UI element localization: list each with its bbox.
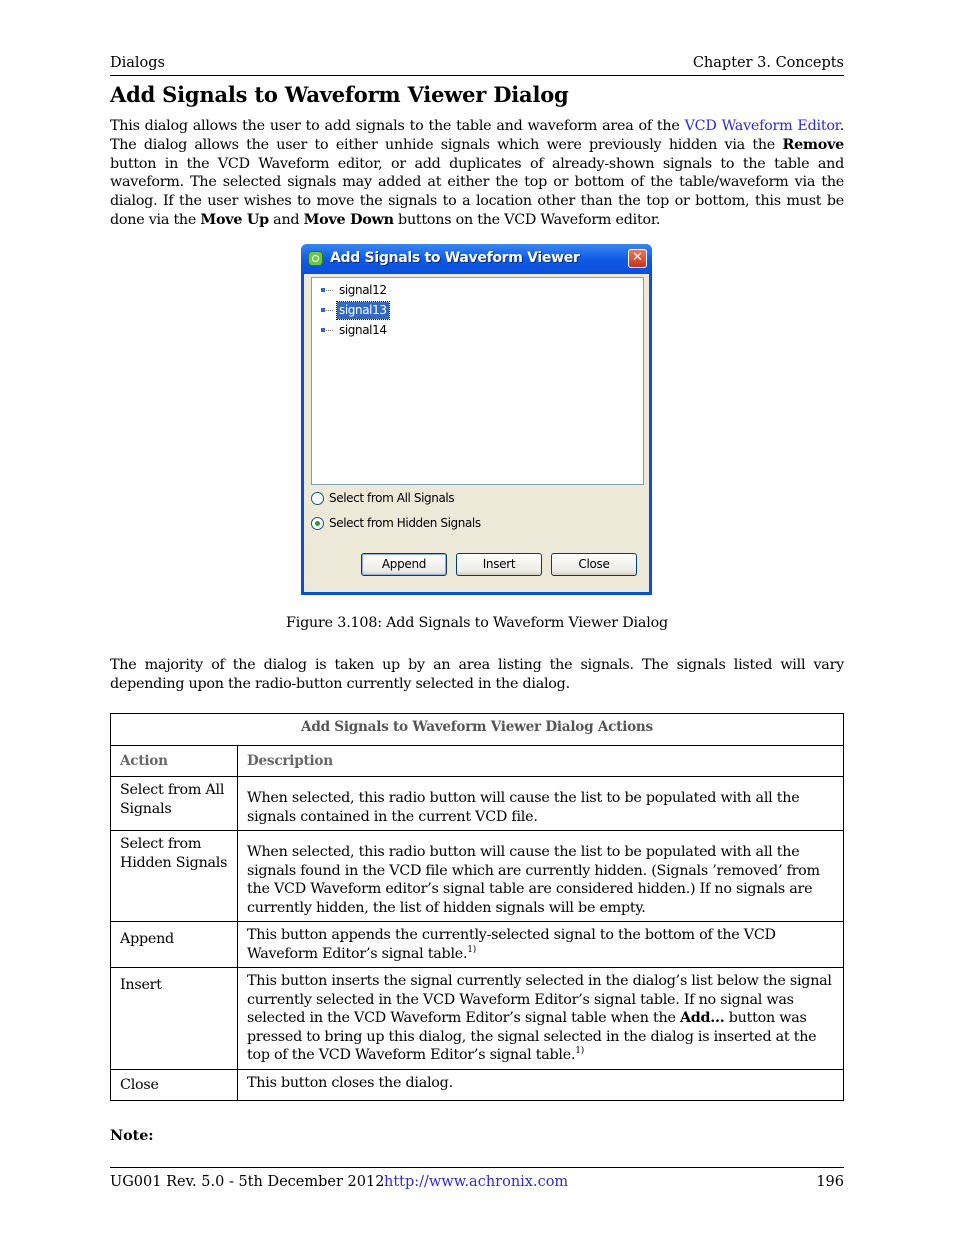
description-cell	[238, 968, 844, 1070]
table-row	[111, 1069, 844, 1101]
action-cell: Close	[111, 1069, 238, 1101]
action-cell: Append	[111, 922, 238, 968]
append-button[interactable]: Append	[361, 553, 447, 576]
signal-label: signal13	[339, 303, 387, 317]
table-row	[111, 968, 844, 1070]
move-down-term: Move Down	[303, 211, 394, 228]
remove-term: Remove	[782, 136, 844, 153]
table-row	[111, 831, 844, 922]
dialog-titlebar	[301, 244, 652, 274]
radio-hidden-label: Select from Hidden Signals	[329, 516, 481, 530]
description-text: This button inserts the signal currently selected in the dialog’s list below the signal currently selected in the VCD Waveform Editor’s signal table. If no signal was selected in the VCD Waveform Editor’s signal table when the	[247, 973, 832, 1026]
intro-paragraph	[110, 117, 844, 230]
signal-node-icon	[321, 328, 325, 332]
header-section: Dialogs	[110, 55, 165, 71]
app-icon	[308, 251, 323, 266]
signal-label: signal14	[339, 323, 387, 337]
action-cell: Insert	[111, 968, 238, 1070]
vcd-waveform-editor-link[interactable]: VCD Waveform Editor	[684, 118, 840, 134]
radio-all-label: Select from All Signals	[329, 491, 455, 505]
insert-button[interactable]: Insert	[456, 553, 542, 576]
close-icon[interactable]: ✕	[628, 249, 647, 268]
add-signals-dialog	[301, 244, 652, 595]
table-row	[111, 777, 844, 831]
intro-text-1: This dialog allows the user to add signals to the table and waveform area of the	[110, 118, 685, 134]
intro-text-3: button in the VCD Waveform editor, or add duplicates of already-shown signals to the table and waveform. The selected signals may added at either the top or bottom of the table/waveform via the dialog. If the user wishes to move the signals to a location other than the top or bottom, this must be done via the	[110, 155, 844, 228]
radio-circle-icon	[311, 492, 324, 505]
description-cell: When selected, this radio button will cause the list to be populated with all the signals found in the VCD file which are currently hidden. (Signals ’removed’ from the VCD Waveform editor’s signal table are considered hidden.) If no signals are currently hidden, the list of hidden signals will be empty.	[238, 831, 844, 922]
move-up-term: Move Up	[200, 211, 269, 228]
dialog-client	[304, 274, 649, 592]
footer-link[interactable]: http://www.achronix.com	[384, 1174, 569, 1190]
action-cell: Select from All Signals	[111, 777, 238, 831]
table-row	[111, 922, 844, 968]
figure-caption: Figure 3.108: Add Signals to Waveform Viewer Dialog	[286, 615, 668, 631]
column-header-description: Description	[238, 746, 844, 777]
signal-list[interactable]	[311, 277, 644, 485]
action-cell: Select from Hidden Signals	[111, 831, 238, 922]
note-label: Note:	[110, 1128, 154, 1144]
intro-text-4: and	[268, 211, 304, 228]
description-cell: This button closes the dialog.	[238, 1069, 844, 1101]
header-chapter: Chapter 3. Concepts	[692, 55, 844, 71]
footnote-marker: 1)	[467, 944, 477, 955]
description-text: button was pressed to bring up this dialog, the signal selected in the dialog is inserted at the top of the VCD Waveform Editor’s signal table.	[247, 1010, 817, 1063]
add-term: Add...	[679, 1010, 725, 1026]
intro-text-2: . The dialog allows the user to either unhide signals which were previously hidden via the	[110, 118, 844, 153]
description-cell: When selected, this radio button will cause the list to be populated with all the signals contained in the current VCD file.	[238, 777, 844, 831]
page-footer	[110, 1167, 844, 1192]
footnote-marker: 1)	[575, 1046, 585, 1057]
table-title: Add Signals to Waveform Viewer Dialog Actions	[111, 714, 844, 746]
signal-node-icon	[321, 288, 325, 292]
listing-paragraph: The majority of the dialog is taken up by an area listing the signals. The signals listed will vary depending upon the radio-button currently selected in the dialog.	[110, 657, 844, 692]
description-cell	[238, 922, 844, 968]
page-header	[110, 54, 844, 76]
dialog-title: Add Signals to Waveform Viewer	[330, 250, 580, 266]
actions-table	[110, 713, 844, 1101]
page-number: 196	[816, 1174, 844, 1190]
close-button[interactable]: Close	[551, 553, 637, 576]
column-header-action: Action	[111, 746, 238, 777]
footer-revision: UG001 Rev. 5.0 - 5th December 2012	[110, 1174, 385, 1190]
section-title: Add Signals to Waveform Viewer Dialog	[110, 82, 569, 107]
intro-text-5: buttons on the VCD Waveform editor.	[393, 211, 661, 228]
signal-label: signal12	[339, 283, 387, 297]
radio-checked-icon	[311, 517, 324, 530]
description-text: This button appends the currently-selected signal to the bottom of the VCD Waveform Editor’s signal table.	[247, 927, 776, 962]
signal-node-icon	[321, 308, 325, 312]
